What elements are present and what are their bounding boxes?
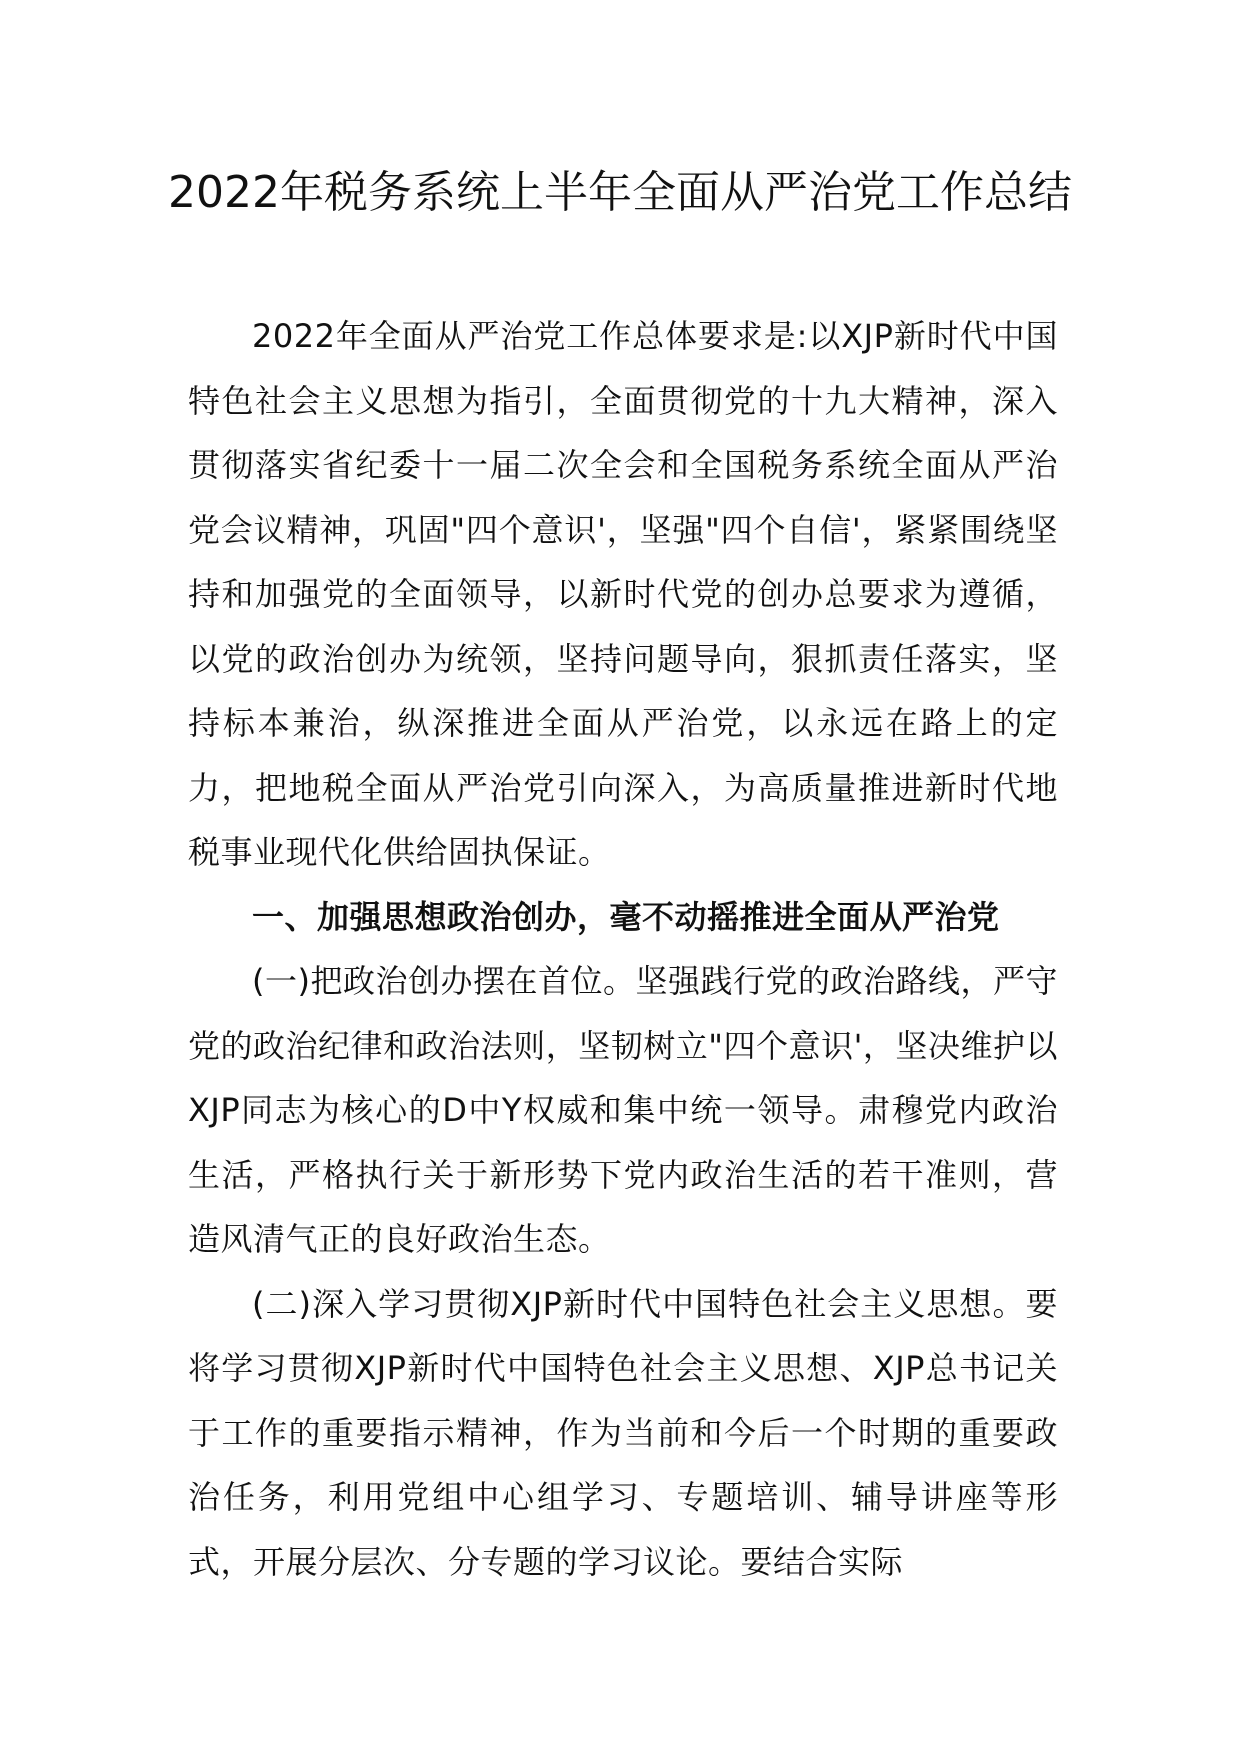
document-title: 2022年税务系统上半年全面从严治党工作总结 bbox=[168, 167, 1072, 218]
paragraph-study-thought: (二)深入学习贯彻XJP新时代中国特色社会主义思想。要将学习贯彻XJP新时代中国特色社会主义思想、XJP总书记关于工作的重要指示精神，作为当前和今后一个时期的重要政治任务，利用党组中心组学习、专题培训、辅导讲座等形式，开展分层次、分专题的学习议论。要结合实际 bbox=[188, 1284, 1058, 1581]
section-heading-1: 一、加强思想政治创办，毫不动摇推进全面从严治党 bbox=[252, 897, 1000, 936]
paragraph-intro: 2022年全面从严治党工作总体要求是:以XJP新时代中国特色社会主义思想为指引，全面贯彻党的十九大精神，深入贯彻落实省纪委十一届二次全会和全国税务系统全面从严治党会议精神，巩固"四个意识'，坚强"四个自信'，紧紧围绕坚持和加强党的全面领导，以新时代党的创办总要求为遵循，以党的政治创办为统领，坚持问题导向，狠抓责任落实，坚持标本兼治，纵深推进全面从严治党，以永远在路上的定力，把地税全面从严治党引向深入，为高质量推进新时代地税事业现代化供给固执保证。 bbox=[188, 317, 1058, 871]
paragraph-political-construction: (一)把政治创办摆在首位。坚强践行党的政治路线，严守党的政治纪律和政治法则，坚韧树立"四个意识'，坚决维护以XJP同志为核心的D中Y权威和集中统一领导。肃穆党内政治生活，严格执行关于新形势下党内政治生活的若干准则，营造风清气正的良好政治生态。 bbox=[188, 962, 1058, 1258]
document-body bbox=[188, 304, 1058, 1594]
